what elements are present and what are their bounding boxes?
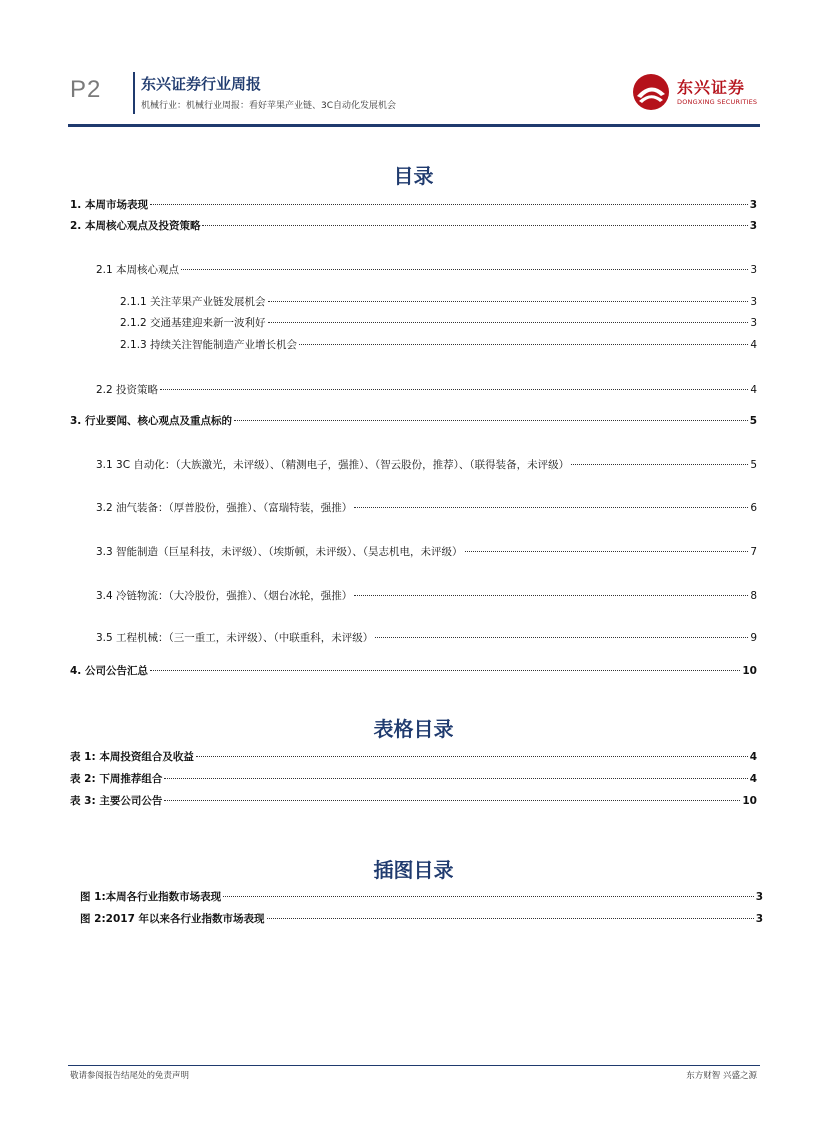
toc-entry-label: 2.1.2 交通基建迎来新一波利好 xyxy=(120,317,266,329)
toc-entry-page: 3 xyxy=(749,220,757,232)
table-entry-label: 表 3: 主要公司公告 xyxy=(70,795,163,807)
toc-entry-page: 5 xyxy=(749,415,757,427)
figure-entry[interactable] xyxy=(80,912,763,926)
toc-entry-label: 3.1 3C 自动化：（大族激光，未评级）、（精测电子，强推）、（智云股份，推荐）、（联得装备，未评级） xyxy=(96,459,570,471)
toc-entry-label: 2.1 本周核心观点 xyxy=(96,264,180,276)
toc-entry[interactable] xyxy=(120,316,757,330)
figure-entry-label: 图 2:2017 年以来各行业指数市场表现 xyxy=(80,913,265,925)
toc-entry-page: 3 xyxy=(750,296,757,308)
leader-dots xyxy=(223,896,754,897)
figure-entry-page: 3 xyxy=(755,913,763,925)
leader-dots xyxy=(164,800,740,801)
toc-entry[interactable] xyxy=(70,414,757,428)
toc-entry[interactable] xyxy=(96,631,757,645)
toc-entry-label: 2. 本周核心观点及投资策略 xyxy=(70,220,201,232)
toc-entry[interactable] xyxy=(96,383,757,397)
leader-dots xyxy=(571,464,748,465)
toc-entry[interactable] xyxy=(120,338,757,352)
toc-entry-page: 3 xyxy=(750,317,757,329)
table-entry[interactable] xyxy=(70,794,757,808)
figure-entry-page: 3 xyxy=(755,891,763,903)
footer-slogan: 东方财智 兴盛之源 xyxy=(686,1071,757,1081)
toc-entry-label: 2.2 投资策略 xyxy=(96,384,159,396)
toc-entry-label: 1. 本周市场表现 xyxy=(70,199,148,211)
toc-entry-page: 10 xyxy=(742,665,757,677)
toc-entry-label: 2.1.1 关注苹果产业链发展机会 xyxy=(120,296,266,308)
leader-dots xyxy=(150,670,740,671)
toc-entry-page: 4 xyxy=(750,384,757,396)
leader-dots xyxy=(181,269,748,270)
figure-entry[interactable] xyxy=(80,890,763,904)
toc-entry[interactable] xyxy=(70,664,757,678)
logo-wordmark: 东兴证券 xyxy=(677,78,746,97)
report-brand-title: 东兴证券行业周报 xyxy=(141,75,262,93)
table-entry-label: 表 1: 本周投资组合及收益 xyxy=(70,751,194,763)
toc-entry-page: 3 xyxy=(750,264,757,276)
toc-entry[interactable] xyxy=(96,545,757,559)
figure-entry-label: 图 1:本周各行业指数市场表现 xyxy=(80,891,222,903)
leader-dots xyxy=(354,507,748,508)
toc-entry[interactable] xyxy=(96,589,757,603)
header-divider xyxy=(133,72,135,114)
toc-entry-page: 3 xyxy=(749,199,757,211)
leader-dots xyxy=(150,204,748,205)
figures-list-title: 插图目录 xyxy=(373,858,454,882)
leader-dots xyxy=(234,420,748,421)
toc-entry-page: 6 xyxy=(750,502,757,514)
toc-entry-page: 8 xyxy=(750,590,757,602)
toc-entry-page: 7 xyxy=(750,546,757,558)
table-entry-page: 10 xyxy=(742,795,757,807)
leader-dots xyxy=(375,637,748,638)
toc-entry-label: 3.5 工程机械：（三一重工，未评级）、（中联重科，未评级） xyxy=(96,632,374,644)
leader-dots xyxy=(164,778,747,779)
toc-entry-label: 3.4 冷链物流：（大冷股份，强推）、（烟台冰轮，强推） xyxy=(96,590,353,602)
toc-entry[interactable] xyxy=(96,263,757,277)
table-entry-page: 4 xyxy=(749,773,757,785)
toc-entry[interactable] xyxy=(96,501,757,515)
toc-entry-label: 2.1.3 持续关注智能制造产业增长机会 xyxy=(120,339,298,351)
leader-dots xyxy=(202,225,747,226)
toc-entry[interactable] xyxy=(96,458,757,472)
toc-entry[interactable] xyxy=(120,295,757,309)
toc-entry-label: 3.2 油气装备：（厚普股份，强推）、（富瑞特装，强推） xyxy=(96,502,353,514)
header-rule xyxy=(68,124,760,127)
toc-entry[interactable] xyxy=(70,219,757,233)
report-subtitle: 机械行业：机械行业周报：看好苹果产业链、3C自动化发展机会 xyxy=(141,101,397,111)
toc-title: 目录 xyxy=(393,164,434,188)
toc-entry[interactable] xyxy=(70,198,757,212)
toc-entry-page: 5 xyxy=(750,459,757,471)
footer-disclaimer: 敬请参阅报告结尾处的免责声明 xyxy=(70,1071,190,1081)
leader-dots xyxy=(160,389,748,390)
page-number: P2 xyxy=(70,76,102,103)
tables-list-title: 表格目录 xyxy=(373,717,454,741)
footer-rule xyxy=(68,1065,760,1066)
leader-dots xyxy=(196,756,748,757)
toc-entry-label: 4. 公司公告汇总 xyxy=(70,665,148,677)
toc-entry-page: 4 xyxy=(750,339,757,351)
leader-dots xyxy=(299,344,748,345)
table-entry[interactable] xyxy=(70,750,757,764)
toc-entry-label: 3.3 智能制造（巨星科技，未评级）、（埃斯顿，未评级）、（昊志机电，未评级） xyxy=(96,546,463,558)
leader-dots xyxy=(354,595,748,596)
table-entry-label: 表 2: 下周推荐组合 xyxy=(70,773,163,785)
leader-dots xyxy=(267,918,754,919)
toc-entry-page: 9 xyxy=(750,632,757,644)
table-entry[interactable] xyxy=(70,772,757,786)
leader-dots xyxy=(465,551,749,552)
table-entry-page: 4 xyxy=(749,751,757,763)
leader-dots xyxy=(268,322,749,323)
toc-entry-label: 3. 行业要闻、核心观点及重点标的 xyxy=(70,415,232,427)
leader-dots xyxy=(268,301,749,302)
logo-english: DONGXING SECURITIES xyxy=(677,98,758,106)
